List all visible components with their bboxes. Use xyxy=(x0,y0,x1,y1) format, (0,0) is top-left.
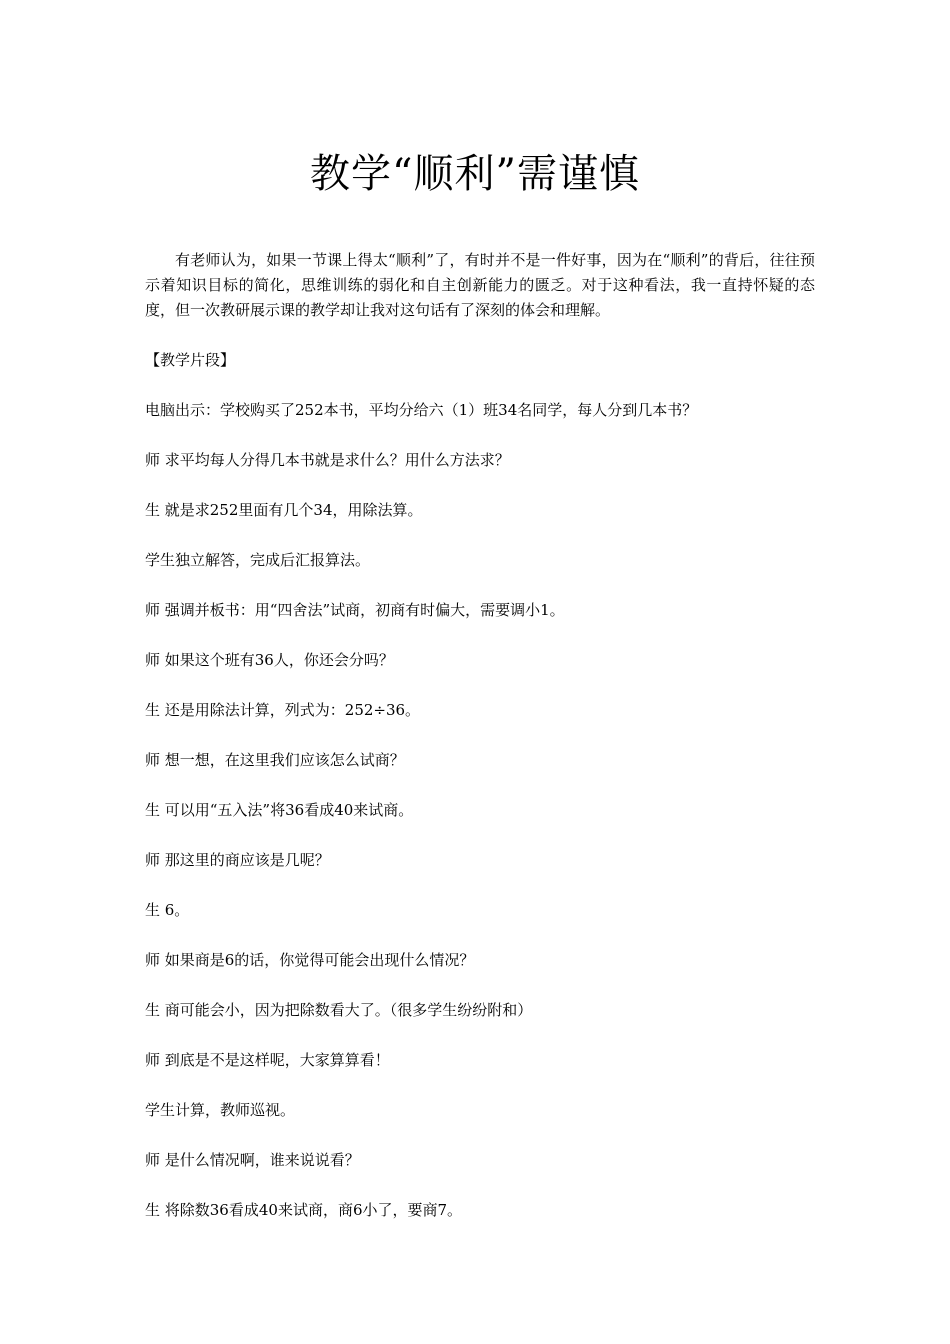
dialogue-line: 师 求平均每人分得几本书就是求什么？用什么方法求？ xyxy=(145,451,510,469)
dialogue-line: 师 到底是不是这样呢，大家算算看！ xyxy=(145,1051,390,1069)
dialogue-line: 生 就是求252里面有几个34，用除法算。 xyxy=(145,501,423,519)
section-heading: 【教学片段】 xyxy=(145,351,236,369)
dialogue-line: 生 将除数36看成40来试商，商6小了，要商7。 xyxy=(145,1201,463,1219)
dialogue-line: 师 是什么情况啊，谁来说说看？ xyxy=(145,1151,360,1169)
dialogue-line: 师 想一想，在这里我们应该怎么试商？ xyxy=(145,751,405,769)
dialogue-line: 学生计算，教师巡视。 xyxy=(145,1101,296,1119)
dialogue-line: 生 还是用除法计算，列式为：252÷36。 xyxy=(145,701,421,719)
dialogue-line: 师 那这里的商应该是几呢？ xyxy=(145,851,330,869)
dialogue-line: 师 如果这个班有36人，你还会分吗？ xyxy=(145,651,394,669)
intro-paragraph: 有老师认为，如果一节课上得太“顺利”了，有时并不是一件好事，因为在“顺利”的背后，往往预示着知识目标的简化，思维训练的弱化和自主创新能力的匮乏。对于这种看法，我一直持怀疑的态度，但一次教研展示课的教学却让我对这句话有了深刻的体会和理解。 xyxy=(145,251,815,319)
dialogue-line: 生 可以用“五入法”将36看成40来试商。 xyxy=(145,801,414,819)
dialogue-line: 师 如果商是6的话，你觉得可能会出现什么情况？ xyxy=(145,951,475,969)
dialogue-line: 电脑出示：学校购买了252本书，平均分给六（1）班34名同学，每人分到几本书？ xyxy=(145,401,698,419)
dialogue-line: 生 6。 xyxy=(145,901,190,919)
dialogue-line: 师 强调并板书：用“四舍法”试商，初商有时偏大，需要调小1。 xyxy=(145,601,565,619)
dialogue-line: 学生独立解答，完成后汇报算法。 xyxy=(145,551,371,569)
dialogue-line: 生 商可能会小，因为把除数看大了。（很多学生纷纷附和） xyxy=(145,1001,533,1019)
document-title: 教学“顺利”需谨慎 xyxy=(310,151,640,197)
